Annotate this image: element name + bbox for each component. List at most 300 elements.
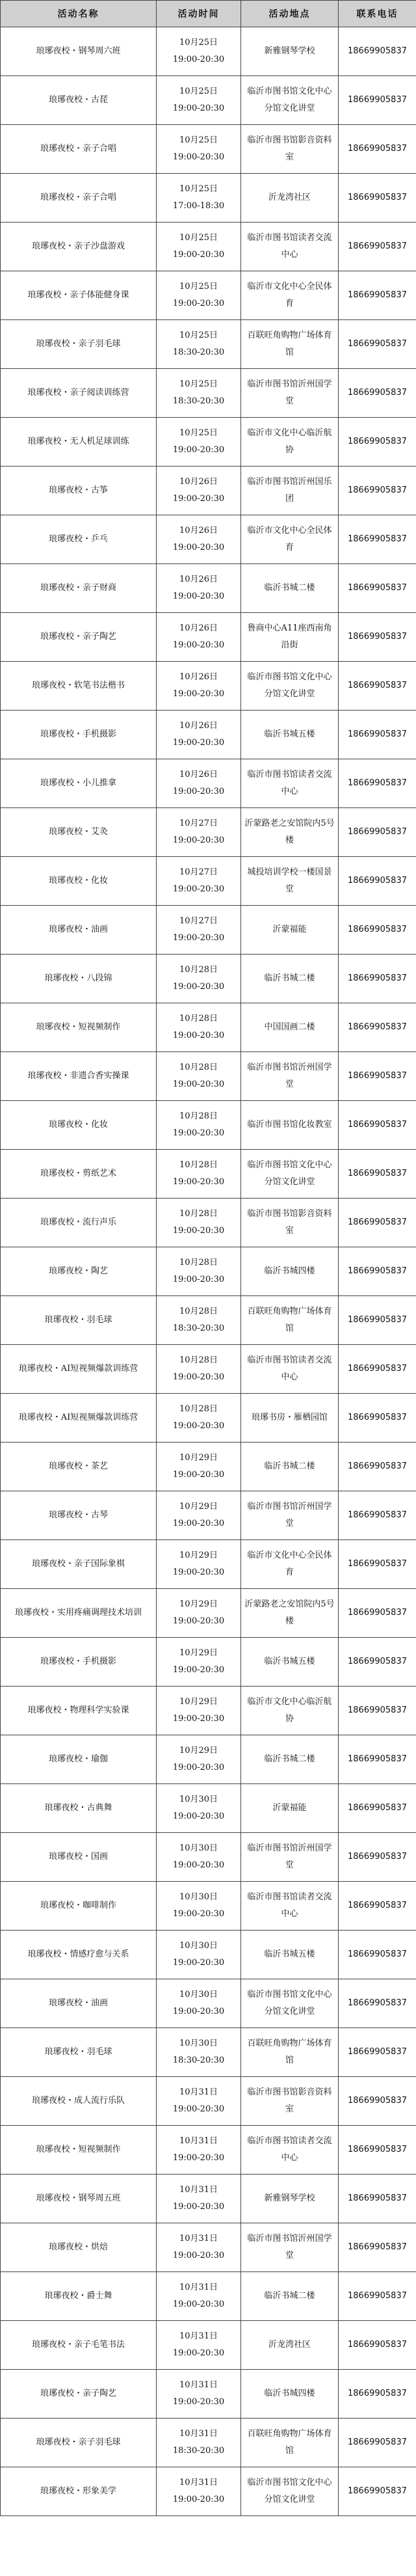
activity-hours: 19:00-20:30 <box>172 2007 225 2016</box>
table-row <box>1 1931 416 1979</box>
contact-phone-cell: 18669905837 <box>339 711 416 759</box>
table-row <box>1 2028 416 2077</box>
activity-date: 10月30日 <box>179 1795 218 1804</box>
activity-name-cell: 琅琊夜校・古典舞 <box>1 1784 157 1833</box>
table-row <box>1 174 416 223</box>
activity-hours: 19:00-20:30 <box>172 591 225 601</box>
contact-phone-cell: 18669905837 <box>339 27 416 76</box>
table-row <box>1 467 416 515</box>
contact-phone-cell: 18669905837 <box>339 857 416 906</box>
table-row <box>1 418 416 467</box>
activity-hours: 19:00-20:30 <box>172 1372 225 1382</box>
activity-place-cell: 临沂书城二楼 <box>241 955 339 1003</box>
contact-phone-cell: 18669905837 <box>339 320 416 369</box>
activity-name-cell: 琅琊夜校・乒乓 <box>1 515 157 564</box>
activity-date: 10月25日 <box>179 282 218 291</box>
activity-date: 10月31日 <box>179 2380 218 2390</box>
contact-phone-cell: 18669905837 <box>339 1394 416 1443</box>
contact-phone-cell: 18669905837 <box>339 1247 416 1296</box>
activity-date: 10月29日 <box>179 1697 218 1707</box>
activity-date: 10月28日 <box>179 1063 218 1072</box>
activity-date: 10月31日 <box>179 2087 218 2097</box>
activity-hours: 19:00-20:30 <box>172 1811 225 1821</box>
activity-time-cell <box>157 2077 241 2126</box>
activity-name-cell: 琅琊夜校・亲子毛笔书法 <box>1 2321 157 2370</box>
activity-date: 10月30日 <box>179 1990 218 2000</box>
activity-name-cell: 琅琊夜校・物理科学实验课 <box>1 1687 157 1735</box>
table-row <box>1 808 416 857</box>
activity-hours: 19:00-20:30 <box>172 689 225 699</box>
activity-time-cell <box>157 515 241 564</box>
activity-name-cell: 琅琊夜校・情感疗愈与关系 <box>1 1931 157 1979</box>
activity-place-cell: 临沂市图书馆沂州国乐团 <box>241 467 339 515</box>
header-row <box>1 1 416 27</box>
activity-date: 10月26日 <box>179 575 218 584</box>
activity-name-cell: 琅琊夜校・茶艺 <box>1 1443 157 1491</box>
table-row <box>1 76 416 125</box>
activity-time-cell <box>157 467 241 515</box>
activity-place-cell: 临沂市图书馆读者交流中心 <box>241 1345 339 1394</box>
activity-time-cell <box>157 1589 241 1638</box>
activity-place-cell: 临沂书城二楼 <box>241 564 339 613</box>
table-row <box>1 2321 416 2370</box>
table-row <box>1 1345 416 1394</box>
activity-place-cell: 沂蒙路老之安馆院内5号楼 <box>241 808 339 857</box>
contact-phone-cell: 18669905837 <box>339 1443 416 1491</box>
contact-phone-cell: 18669905837 <box>339 2126 416 2175</box>
activity-time-cell <box>157 2028 241 2077</box>
activity-hours: 19:00-20:30 <box>172 2495 225 2504</box>
activity-time-cell <box>157 1735 241 1784</box>
activity-place-cell: 临沂市文化中心全民体育 <box>241 515 339 564</box>
table-row <box>1 759 416 808</box>
activity-name-cell: 琅琊夜校・小儿推拿 <box>1 759 157 808</box>
activity-hours: 19:00-20:30 <box>172 2251 225 2260</box>
activity-name-cell: 琅琊夜校・剪纸艺术 <box>1 1150 157 1199</box>
table-row <box>1 1199 416 1247</box>
activity-hours: 18:30-20:30 <box>172 2055 225 2065</box>
contact-phone-cell: 18669905837 <box>339 1052 416 1101</box>
activity-place-cell: 临沂市图书馆读者交流中心 <box>241 1882 339 1931</box>
activity-hours: 19:00-20:30 <box>172 152 225 162</box>
activity-name-cell: 琅琊夜校・古琵 <box>1 76 157 125</box>
table-row <box>1 1101 416 1150</box>
activity-name-cell: 琅琊夜校・亲子合唱 <box>1 174 157 223</box>
contact-phone-cell: 18669905837 <box>339 467 416 515</box>
table-row <box>1 223 416 271</box>
activity-name-cell: 琅琊夜校・成人流行乐队 <box>1 2077 157 2126</box>
activity-hours: 18:30-20:30 <box>172 2446 225 2456</box>
activity-time-cell <box>157 662 241 711</box>
activity-hours: 19:00-20:30 <box>172 2104 225 2114</box>
contact-phone-cell: 18669905837 <box>339 564 416 613</box>
activity-place-cell: 中国国画二楼 <box>241 1003 339 1052</box>
activity-time-cell <box>157 711 241 759</box>
table-row <box>1 1638 416 1687</box>
activity-time-cell <box>157 1687 241 1735</box>
contact-phone-cell: 18669905837 <box>339 2419 416 2467</box>
table-row <box>1 955 416 1003</box>
activity-hours: 19:00-20:30 <box>172 2348 225 2358</box>
activity-hours: 19:00-20:30 <box>172 2299 225 2309</box>
table-row <box>1 906 416 955</box>
contact-phone-cell: 18669905837 <box>339 1199 416 1247</box>
activity-time-cell <box>157 613 241 662</box>
activity-name-cell: 琅琊夜校・亲子体能健身课 <box>1 271 157 320</box>
activity-hours: 18:30-20:30 <box>172 1323 225 1333</box>
activity-name-cell: 琅琊夜校・手机摄影 <box>1 711 157 759</box>
activity-time-cell <box>157 2175 241 2223</box>
activity-date: 10月30日 <box>179 1941 218 1951</box>
contact-phone-cell: 18669905837 <box>339 2272 416 2321</box>
activity-place-cell: 临沂市图书馆文化中心分馆文化讲堂 <box>241 76 339 125</box>
contact-phone-cell: 18669905837 <box>339 125 416 174</box>
activity-place-cell: 临沂市图书馆化妆教室 <box>241 1101 339 1150</box>
activity-date: 10月26日 <box>179 477 218 487</box>
activity-place-cell: 城投培训学校一楼国景堂 <box>241 857 339 906</box>
table-row <box>1 2223 416 2272</box>
activity-time-cell <box>157 1150 241 1199</box>
activity-time-cell <box>157 1833 241 1882</box>
header-activity-time: 活动时间 <box>157 1 241 27</box>
activity-time-cell <box>157 418 241 467</box>
activity-name-cell: 琅琊夜校・实用疼痛调理技术培训 <box>1 1589 157 1638</box>
activity-time-cell <box>157 1638 241 1687</box>
activity-name-cell: 琅琊夜校・化妆 <box>1 1101 157 1150</box>
contact-phone-cell: 18669905837 <box>339 1931 416 1979</box>
activity-time-cell <box>157 759 241 808</box>
activity-name-cell: 琅琊夜校・咖啡制作 <box>1 1882 157 1931</box>
contact-phone-cell: 18669905837 <box>339 418 416 467</box>
activity-place-cell: 临沂书城四楼 <box>241 2370 339 2419</box>
activity-time-cell <box>157 1247 241 1296</box>
activity-name-cell: 琅琊夜校・古琴 <box>1 1491 157 1540</box>
table-row <box>1 1003 416 1052</box>
activity-date: 10月25日 <box>179 379 218 389</box>
contact-phone-cell: 18669905837 <box>339 1345 416 1394</box>
activity-date: 10月31日 <box>179 2136 218 2146</box>
activity-date: 10月25日 <box>179 233 218 243</box>
activity-hours: 19:00-20:30 <box>172 1470 225 1480</box>
activity-hours: 19:00-20:30 <box>172 250 225 260</box>
activity-place-cell: 临沂书城四楼 <box>241 1247 339 1296</box>
activity-hours: 18:30-20:30 <box>172 396 225 406</box>
table-row <box>1 1052 416 1101</box>
activity-place-cell: 临沂书城二楼 <box>241 1735 339 1784</box>
table-row <box>1 1589 416 1638</box>
activity-place-cell: 临沂市图书馆沂州国学堂 <box>241 2223 339 2272</box>
table-row <box>1 1979 416 2028</box>
activity-place-cell: 临沂市图书馆影音资料室 <box>241 1199 339 1247</box>
contact-phone-cell: 18669905837 <box>339 1150 416 1199</box>
activity-date: 10月30日 <box>179 1843 218 1853</box>
table-row <box>1 1540 416 1589</box>
table-row <box>1 564 416 613</box>
activity-place-cell: 鲁商中心A11座西南角沿街 <box>241 613 339 662</box>
contact-phone-cell: 18669905837 <box>339 1882 416 1931</box>
activity-place-cell: 临沂市图书馆文化中心分馆文化讲堂 <box>241 1150 339 1199</box>
activity-time-cell <box>157 320 241 369</box>
activity-name-cell: 琅琊夜校・国画 <box>1 1833 157 1882</box>
activity-time-cell <box>157 223 241 271</box>
contact-phone-cell: 18669905837 <box>339 2467 416 2516</box>
activity-name-cell: 琅琊夜校・流行声乐 <box>1 1199 157 1247</box>
contact-phone-cell: 18669905837 <box>339 369 416 418</box>
header-contact-phone: 联系电话 <box>339 1 416 27</box>
activity-place-cell: 新雅钢琴学校 <box>241 2175 339 2223</box>
table-row <box>1 1394 416 1443</box>
activity-name-cell: 琅琊夜校・亲子陶艺 <box>1 613 157 662</box>
activity-place-cell: 琅琊书房・雁栖园馆 <box>241 1394 339 1443</box>
activity-name-cell: 琅琊夜校・瑜伽 <box>1 1735 157 1784</box>
activity-time-cell <box>157 2223 241 2272</box>
table-row <box>1 613 416 662</box>
activity-hours: 19:00-20:30 <box>172 1958 225 1968</box>
contact-phone-cell: 18669905837 <box>339 76 416 125</box>
activity-name-cell: 琅琊夜校・形象美学 <box>1 2467 157 2516</box>
activity-hours: 19:00-20:30 <box>172 640 225 650</box>
activity-date: 10月26日 <box>179 526 218 536</box>
contact-phone-cell: 18669905837 <box>339 2321 416 2370</box>
activity-time-cell <box>157 906 241 955</box>
activity-place-cell: 临沂书城五楼 <box>241 1638 339 1687</box>
activity-hours: 19:00-20:30 <box>172 2202 225 2212</box>
activity-date: 10月27日 <box>179 916 218 926</box>
activity-date: 10月25日 <box>179 38 218 47</box>
table-row <box>1 1735 416 1784</box>
activity-place-cell: 临沂市图书馆沂州国学堂 <box>241 1491 339 1540</box>
activity-hours: 19:00-20:30 <box>172 494 225 504</box>
activity-time-cell <box>157 1394 241 1443</box>
activity-hours: 19:00-20:30 <box>172 835 225 845</box>
activity-hours: 19:00-20:30 <box>172 299 225 308</box>
activity-place-cell: 临沂市图书馆沂州国学堂 <box>241 369 339 418</box>
table-row <box>1 2467 416 2516</box>
activity-date: 10月28日 <box>179 1014 218 1024</box>
activity-place-cell: 临沂书城五楼 <box>241 711 339 759</box>
activity-time-cell <box>157 2126 241 2175</box>
activity-place-cell: 临沂市图书馆文化中心分馆文化讲堂 <box>241 2467 339 2516</box>
table-row <box>1 2419 416 2467</box>
activity-date: 10月27日 <box>179 867 218 877</box>
activity-date: 10月25日 <box>179 184 218 194</box>
table-row <box>1 1833 416 1882</box>
activity-date: 10月28日 <box>179 965 218 975</box>
activity-place-cell: 临沂书城五楼 <box>241 1931 339 1979</box>
table-row <box>1 1784 416 1833</box>
activity-date: 10月27日 <box>179 819 218 828</box>
contact-phone-cell: 18669905837 <box>339 2175 416 2223</box>
activity-name-cell: 琅琊夜校・钢琴周五班 <box>1 2175 157 2223</box>
activity-hours: 19:00-20:30 <box>172 1275 225 1284</box>
table-row <box>1 711 416 759</box>
activity-name-cell: 琅琊夜校・亲子国际象棋 <box>1 1540 157 1589</box>
activity-date: 10月29日 <box>179 1453 218 1463</box>
activity-date: 10月26日 <box>179 623 218 633</box>
activity-place-cell: 临沂市图书馆影音资料室 <box>241 125 339 174</box>
table-row <box>1 2126 416 2175</box>
activity-date: 10月31日 <box>179 2234 218 2244</box>
activity-time-cell <box>157 2467 241 2516</box>
activity-hours: 19:00-20:30 <box>172 1567 225 1577</box>
table-row <box>1 1150 416 1199</box>
activity-date: 10月28日 <box>179 1160 218 1170</box>
table-row <box>1 1687 416 1735</box>
activity-place-cell: 百联旺角购物广场体育馆 <box>241 320 339 369</box>
activity-hours: 19:00-20:30 <box>172 445 225 455</box>
activity-hours: 19:00-20:30 <box>172 1860 225 1870</box>
activity-name-cell: 琅琊夜校・亲子沙盘游戏 <box>1 223 157 271</box>
activity-time-cell <box>157 1979 241 2028</box>
activity-name-cell: 琅琊夜校・无人机足球训练 <box>1 418 157 467</box>
activity-name-cell: 琅琊夜校・亲子合唱 <box>1 125 157 174</box>
activity-place-cell: 临沂市图书馆文化中心分馆文化讲堂 <box>241 662 339 711</box>
contact-phone-cell: 18669905837 <box>339 1491 416 1540</box>
activity-time-cell <box>157 369 241 418</box>
activity-date: 10月28日 <box>179 1111 218 1121</box>
activity-time-cell <box>157 2419 241 2467</box>
activity-name-cell: 琅琊夜校・短视频制作 <box>1 2126 157 2175</box>
activity-place-cell: 百联旺角购物广场体育馆 <box>241 2419 339 2467</box>
contact-phone-cell: 18669905837 <box>339 1833 416 1882</box>
activity-hours: 19:00-20:30 <box>172 1909 225 1919</box>
activity-name-cell: 琅琊夜校・非遗合香实操课 <box>1 1052 157 1101</box>
activity-place-cell: 临沂市图书馆读者交流中心 <box>241 223 339 271</box>
activity-name-cell: 琅琊夜校・油画 <box>1 1979 157 2028</box>
activity-place-cell: 沂龙湾社区 <box>241 174 339 223</box>
contact-phone-cell: 18669905837 <box>339 613 416 662</box>
contact-phone-cell: 18669905837 <box>339 2028 416 2077</box>
activity-hours: 19:00-20:30 <box>172 933 225 943</box>
activity-time-cell <box>157 1052 241 1101</box>
contact-phone-cell: 18669905837 <box>339 1735 416 1784</box>
activity-date: 10月26日 <box>179 721 218 731</box>
contact-phone-cell: 18669905837 <box>339 759 416 808</box>
activity-date: 10月29日 <box>179 1502 218 1512</box>
table-row <box>1 125 416 174</box>
table-row <box>1 1443 416 1491</box>
table-row <box>1 369 416 418</box>
activity-time-cell <box>157 1540 241 1589</box>
table-row <box>1 1296 416 1345</box>
activity-name-cell: 琅琊夜校・化妆 <box>1 857 157 906</box>
activity-date: 10月30日 <box>179 1892 218 1902</box>
activity-time-cell <box>157 2321 241 2370</box>
activity-name-cell: 琅琊夜校・AI短视频爆款训练营 <box>1 1394 157 1443</box>
activity-hours: 19:00-20:30 <box>172 55 225 64</box>
table-row <box>1 2272 416 2321</box>
activity-date: 10月31日 <box>179 2331 218 2341</box>
contact-phone-cell: 18669905837 <box>339 1589 416 1638</box>
activity-place-cell: 临沂市图书馆文化中心分馆文化讲堂 <box>241 1979 339 2028</box>
activity-name-cell: 琅琊夜校・短视频制作 <box>1 1003 157 1052</box>
activity-hours: 19:00-20:30 <box>172 1226 225 1236</box>
contact-phone-cell: 18669905837 <box>339 2223 416 2272</box>
activity-hours: 19:00-20:30 <box>172 982 225 992</box>
table-row <box>1 271 416 320</box>
activity-date: 10月25日 <box>179 87 218 96</box>
activity-hours: 18:30-20:30 <box>172 347 225 357</box>
activity-date: 10月28日 <box>179 1307 218 1316</box>
activity-place-cell: 临沂市文化中心临沂航协 <box>241 418 339 467</box>
table-row <box>1 1882 416 1931</box>
table-row <box>1 320 416 369</box>
activity-time-cell <box>157 955 241 1003</box>
contact-phone-cell: 18669905837 <box>339 1784 416 1833</box>
activity-date: 10月26日 <box>179 770 218 780</box>
activity-time-cell <box>157 1931 241 1979</box>
activity-name-cell: 琅琊夜校・AI短视频爆款训练营 <box>1 1345 157 1394</box>
activity-hours: 19:00-20:30 <box>172 1714 225 1724</box>
activity-date: 10月28日 <box>179 1258 218 1268</box>
table-row <box>1 2370 416 2419</box>
activity-date: 10月31日 <box>179 2185 218 2195</box>
activity-hours: 19:00-20:30 <box>172 1031 225 1040</box>
table-row <box>1 2077 416 2126</box>
contact-phone-cell: 18669905837 <box>339 2370 416 2419</box>
table-row <box>1 2175 416 2223</box>
activity-time-cell <box>157 1491 241 1540</box>
contact-phone-cell: 18669905837 <box>339 955 416 1003</box>
activity-date: 10月29日 <box>179 1648 218 1658</box>
activity-time-cell <box>157 857 241 906</box>
table-row <box>1 1247 416 1296</box>
activity-date: 10月28日 <box>179 1209 218 1219</box>
table-row <box>1 1491 416 1540</box>
activity-date: 10月29日 <box>179 1551 218 1560</box>
contact-phone-cell: 18669905837 <box>339 223 416 271</box>
contact-phone-cell: 18669905837 <box>339 1687 416 1735</box>
activity-date: 10月29日 <box>179 1599 218 1609</box>
activity-date: 10月25日 <box>179 428 218 438</box>
activity-time-cell <box>157 271 241 320</box>
activity-place-cell: 沂蒙福能 <box>241 906 339 955</box>
activity-place-cell: 百联旺角购物广场体育馆 <box>241 1296 339 1345</box>
contact-phone-cell: 18669905837 <box>339 1638 416 1687</box>
activity-hours: 19:00-20:30 <box>172 2397 225 2407</box>
activity-name-cell: 琅琊夜校・油画 <box>1 906 157 955</box>
activity-date: 10月29日 <box>179 1746 218 1756</box>
activity-place-cell: 临沂市图书馆读者交流中心 <box>241 759 339 808</box>
contact-phone-cell: 18669905837 <box>339 174 416 223</box>
activity-place-cell: 临沂市图书馆读者交流中心 <box>241 2126 339 2175</box>
activity-date: 10月28日 <box>179 1355 218 1365</box>
activity-time-cell <box>157 1296 241 1345</box>
activity-name-cell: 琅琊夜校・亲子财商 <box>1 564 157 613</box>
activity-hours: 19:00-20:30 <box>172 2153 225 2163</box>
contact-phone-cell: 18669905837 <box>339 515 416 564</box>
activity-time-cell <box>157 174 241 223</box>
activity-hours: 19:00-20:30 <box>172 1616 225 1626</box>
activity-hours: 19:00-20:30 <box>172 884 225 894</box>
contact-phone-cell: 18669905837 <box>339 662 416 711</box>
activity-hours: 19:00-20:30 <box>172 1519 225 1528</box>
activity-time-cell <box>157 2272 241 2321</box>
contact-phone-cell: 18669905837 <box>339 906 416 955</box>
activity-date: 10月31日 <box>179 2478 218 2488</box>
activity-name-cell: 琅琊夜校・亲子羽毛球 <box>1 320 157 369</box>
activity-place-cell: 百联旺角购物广场体育馆 <box>241 2028 339 2077</box>
table-row <box>1 515 416 564</box>
contact-phone-cell: 18669905837 <box>339 1296 416 1345</box>
activity-time-cell <box>157 27 241 76</box>
activity-hours: 19:00-20:30 <box>172 1763 225 1772</box>
activity-place-cell: 临沂市文化中心全民体育 <box>241 1540 339 1589</box>
activity-place-cell: 临沂书城二楼 <box>241 2272 339 2321</box>
activity-date: 10月30日 <box>179 2039 218 2048</box>
activity-time-cell <box>157 808 241 857</box>
contact-phone-cell: 18669905837 <box>339 271 416 320</box>
